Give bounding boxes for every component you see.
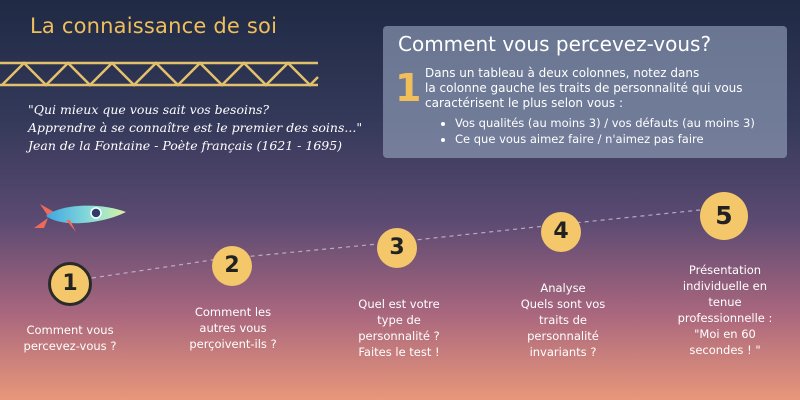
panel-title: Comment vous percevez-vous? xyxy=(398,32,712,56)
step-label-line: perçoivent-ils ? xyxy=(189,337,277,351)
step-4-circle[interactable]: 4 xyxy=(541,212,581,252)
step-label-line: Présentation xyxy=(688,263,762,277)
step-label-line: "Moi en 60 xyxy=(694,327,756,341)
panel-text-line: caractérisent le plus selon vous : xyxy=(425,96,623,110)
step-4-label xyxy=(493,280,633,360)
step-label-line: tenue xyxy=(708,295,742,309)
step-label-line: Quel est votre xyxy=(358,297,440,311)
step-5-label xyxy=(655,262,795,358)
step-2-circle[interactable]: 2 xyxy=(212,246,252,286)
step-label-line: percevez-vous ? xyxy=(23,339,117,353)
step-2-label xyxy=(163,304,303,352)
step-5-circle[interactable]: 5 xyxy=(700,192,748,240)
step-label-line: professionnelle : xyxy=(677,311,773,325)
step-label-line: personnalité ? xyxy=(358,329,440,343)
step-label-line: secondes ! " xyxy=(689,343,761,357)
quote-line: Apprendre à se connaître est le premier des soins..." xyxy=(28,120,363,135)
step-label-line: individuelle en xyxy=(682,279,768,293)
panel-text-line: Dans un tableau à deux colonnes, notez dans xyxy=(425,66,700,80)
panel-bullet: • Ce que vous aimez faire / n'aimez pas faire xyxy=(455,131,780,147)
step-label-line: Comment vous xyxy=(26,323,114,337)
panel-text-line: la colonne gauche les traits de personnalité qui vous xyxy=(425,81,743,95)
panel-bullet: • Vos qualités (au moins 3) / vos défauts (au moins 3) xyxy=(455,115,780,131)
step-label-line: personnalité xyxy=(527,329,599,343)
step-label-line: Analyse xyxy=(540,281,586,295)
step-label-line: type de xyxy=(377,313,421,327)
step-label-line: invariants ? xyxy=(529,345,597,359)
step-1-circle[interactable]: 1 xyxy=(48,262,92,306)
step-label-line: Faites le test ! xyxy=(358,345,440,359)
step-3-circle[interactable]: 3 xyxy=(377,228,417,268)
step-3-label xyxy=(329,296,469,360)
quote-author: Jean de la Fontaine - Poète français (1621 - 1695) xyxy=(28,138,343,153)
quote-line: "Qui mieux que vous sait vos besoins? xyxy=(28,102,270,117)
step-label-line: Quels sont vos xyxy=(520,297,606,311)
page-title: La connaissance de soi xyxy=(30,14,278,38)
rocket-icon xyxy=(30,198,130,238)
panel-step-number: 1 xyxy=(395,66,422,110)
step-label-line: traits de xyxy=(538,313,587,327)
step-1-label xyxy=(0,322,140,354)
step-label-line: autres vous xyxy=(199,321,267,335)
step-label-line: Comment les xyxy=(194,305,272,319)
